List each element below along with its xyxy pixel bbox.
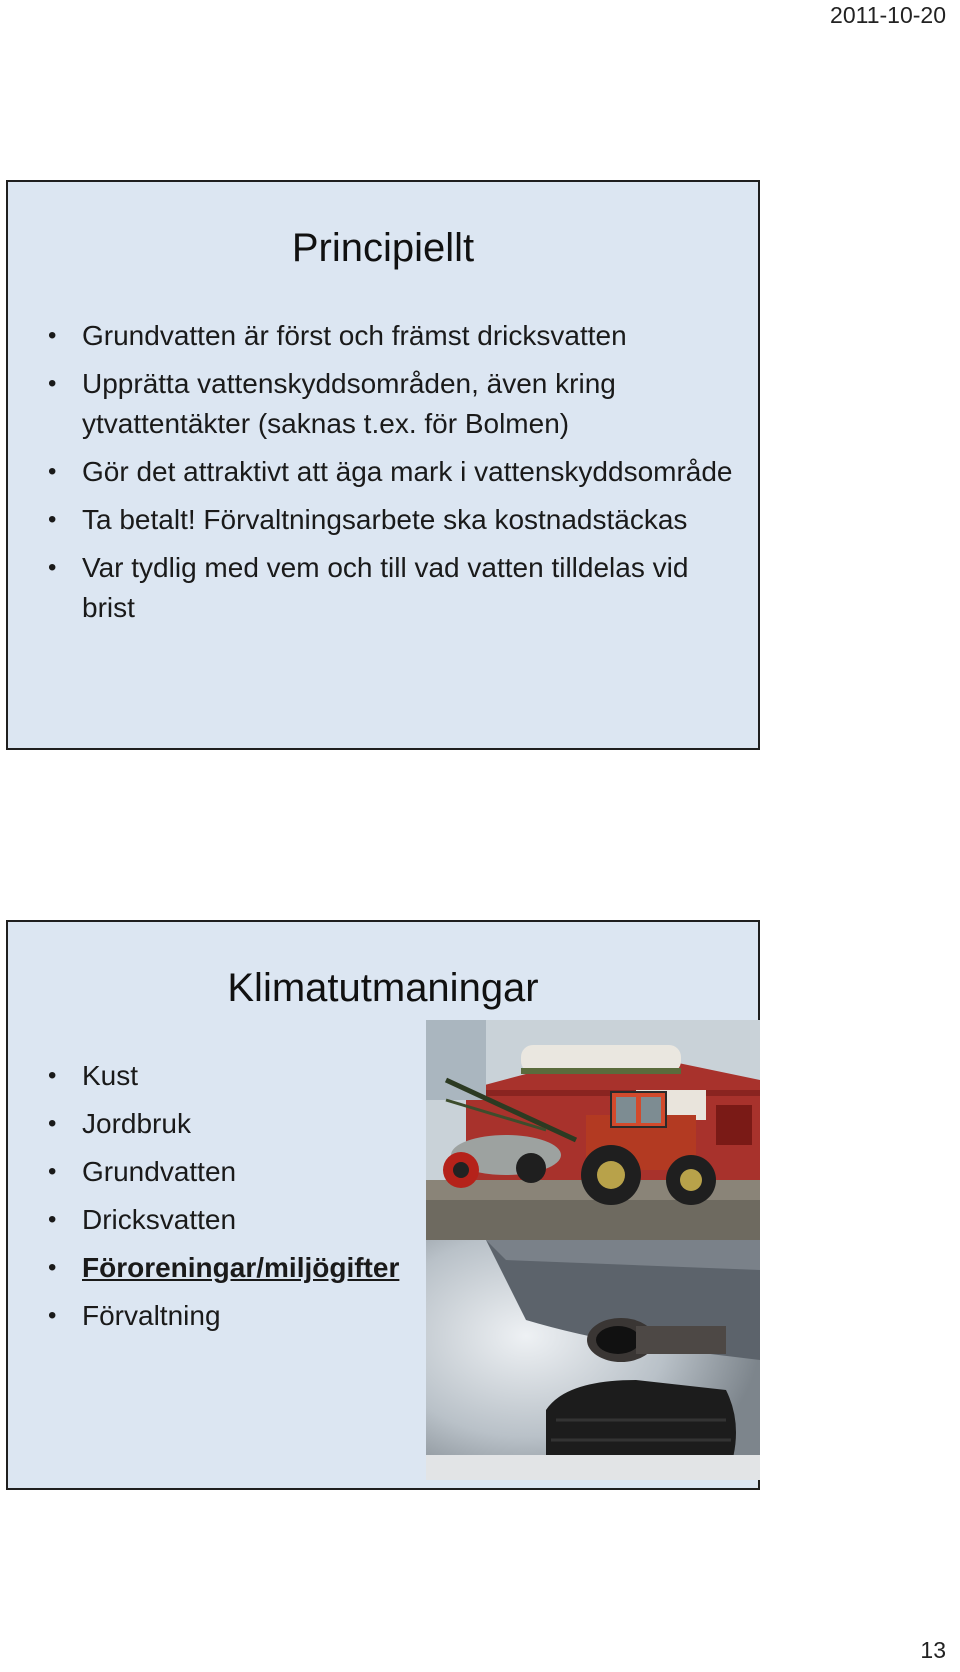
- bullet-text: Förvaltning: [82, 1300, 221, 1331]
- exhaust-image: [426, 1240, 760, 1480]
- bullet-icon: •: [48, 554, 57, 581]
- exhaust-photo: [426, 1240, 760, 1480]
- bullet-text: Jordbruk: [82, 1108, 191, 1139]
- bullet-item: [48, 1104, 428, 1144]
- bullet-text: Gör det attraktivt att äga mark i vattenskyddsområde: [82, 456, 733, 487]
- bullet-text: Grundvatten: [82, 1156, 237, 1187]
- bullet-icon: •: [48, 1158, 57, 1185]
- bullet-icon: •: [48, 370, 57, 397]
- slide-title: Klimatutmaningar: [227, 966, 539, 1010]
- tractor-photo: [426, 1020, 760, 1240]
- bullet-icon: •: [48, 322, 57, 349]
- bullet-icon: •: [48, 1110, 57, 1137]
- bullet-text: Kust: [82, 1060, 139, 1091]
- bullet-text: Ta betalt! Förvaltningsarbete ska kostnadstäckas: [82, 504, 688, 535]
- bullet-text: Grundvatten är först och främst dricksvatten: [82, 320, 627, 351]
- bullet-text: Var tydlig med vem och till vad vatten tilldelas vid brist: [82, 552, 689, 623]
- slide-title: Principiellt: [291, 226, 475, 270]
- bullet-item: [48, 500, 746, 540]
- bullet-link-text[interactable]: Föroreningar/miljögifter: [82, 1252, 400, 1283]
- bullet-icon: •: [48, 1206, 57, 1233]
- bullet-item: [48, 1152, 428, 1192]
- bullet-item: [48, 548, 746, 628]
- slide-principiellt: [6, 180, 760, 750]
- bullet-text: Upprätta vattenskyddsområden, även kring ytvattentäkter (saknas t.ex. för Bolmen): [82, 368, 616, 439]
- bullet-item: [48, 452, 746, 492]
- bullet-item: [48, 316, 746, 356]
- page-date: 2011-10-20: [830, 2, 946, 28]
- bullet-list: [48, 1056, 428, 1344]
- bullet-item: [48, 364, 746, 444]
- bullet-icon: •: [48, 506, 57, 533]
- bullet-list: [48, 316, 746, 636]
- bullet-icon: •: [48, 1302, 57, 1329]
- bullet-text: Dricksvatten: [82, 1204, 237, 1235]
- tractor-image: [426, 1020, 760, 1240]
- bullet-icon: •: [48, 1062, 57, 1089]
- bullet-item-link[interactable]: [48, 1248, 428, 1288]
- bullet-item: [48, 1200, 428, 1240]
- bullet-item: [48, 1056, 428, 1096]
- bullet-icon: •: [48, 1254, 57, 1281]
- slide-klimatutmaningar: [6, 920, 760, 1490]
- page-number: 13: [920, 1637, 946, 1663]
- bullet-icon: •: [48, 458, 57, 485]
- bullet-item: [48, 1296, 428, 1336]
